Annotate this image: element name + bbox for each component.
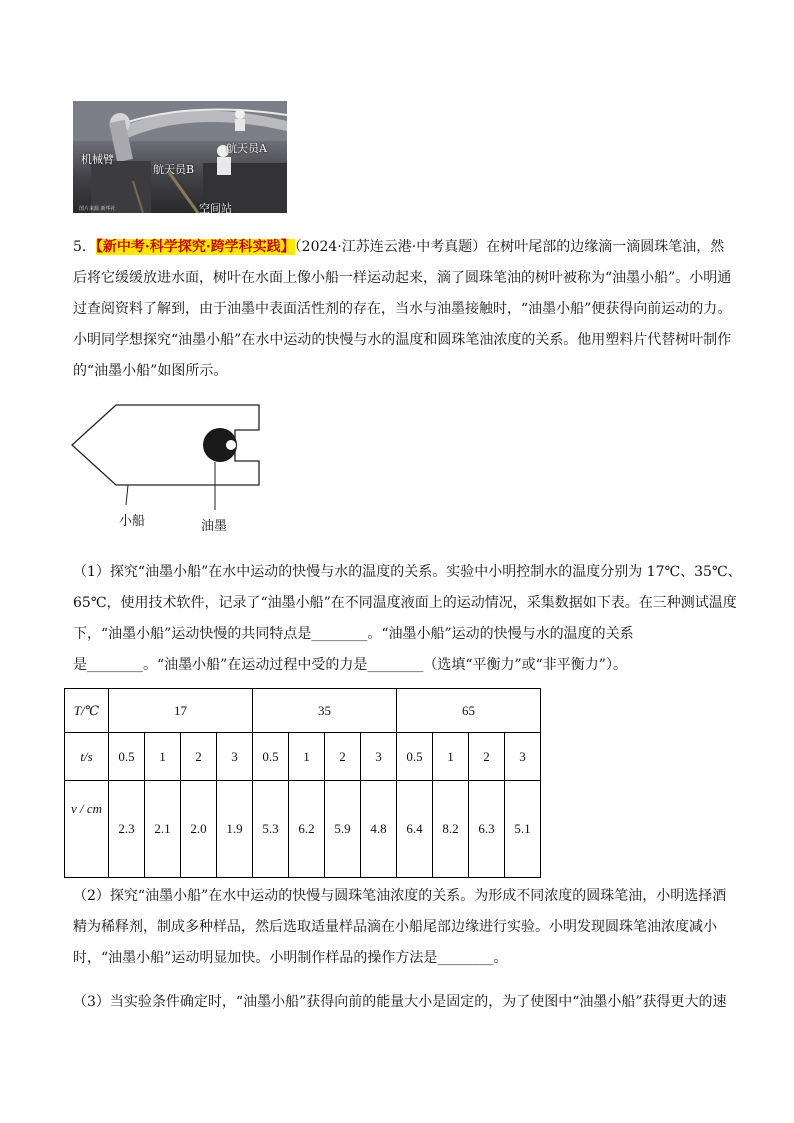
speed-cell: 6.2 (289, 781, 325, 878)
question-5-line-2: 后将它缓缓放进水面，树叶在水面上像小船一样运动起来，滴了圆珠笔油的树叶被称为“油墨小船”。小明通 (73, 270, 732, 286)
question-tag: 【新中考·科学探究·跨学科实践】 (95, 239, 295, 255)
table-row-temperature (65, 689, 541, 733)
temp-65: 65 (397, 689, 541, 733)
speed-cell: 4.8 (361, 781, 397, 878)
temp-17: 17 (109, 689, 253, 733)
time-cell: 0.5 (109, 733, 145, 781)
question-5-line-3: 过查阅资料了解到，由于油墨中表面活性剂的存在，当水与油墨接触时，“油墨小船”便获得向前运动的力。 (73, 301, 732, 317)
temp-35: 35 (253, 689, 397, 733)
photo-watermark: 图片来源 新华社 (79, 206, 116, 212)
time-cell: 3 (505, 733, 541, 781)
time-cell: 3 (361, 733, 397, 781)
space-station-photo (73, 101, 287, 213)
question-5-line-5: 的“油墨小船”如图所示。 (73, 363, 228, 379)
question-number: 5． (73, 239, 96, 255)
ink-label: 油墨 (201, 519, 228, 534)
table-row-time (65, 733, 541, 781)
speed-cell: 5.3 (253, 781, 289, 878)
question-5-line-1 (73, 237, 724, 257)
time-cell: 0.5 (397, 733, 433, 781)
part2-line-1: （2）探究“油墨小船”在水中运动的快慢与圆珠笔油浓度的关系。为形成不同浓度的圆珠笔油，小明选择酒 (73, 888, 727, 904)
time-cell: 1 (145, 733, 181, 781)
ink-boat-diagram (68, 398, 268, 538)
part1-line-3: 下，“油墨小船”运动快慢的共同特点是________。“油墨小船”运动的快慢与水的温度的关系 (73, 626, 634, 642)
header-temperature: T/℃ (65, 689, 109, 733)
time-cell: 1 (433, 733, 469, 781)
question-text: （2024·江苏连云港·中考真题）在树叶尾部的边缘滴一滴圆珠笔油，然 (294, 239, 725, 255)
label-robotic-arm: 机械臂 (81, 153, 114, 166)
speed-cell: 2.0 (181, 781, 217, 878)
question-5-line-4: 小明同学想探究“油墨小船”在水中运动的快慢与水的温度和圆珠笔油浓度的关系。他用塑料片代替树叶制作 (73, 332, 732, 348)
time-cell: 2 (325, 733, 361, 781)
boat-label: 小船 (119, 514, 146, 529)
part1-line-1: （1）探究“油墨小船”在水中运动的快慢与水的温度的关系。实验中小明控制水的温度分别为 17℃、35℃、 (73, 564, 742, 580)
header-time: t/s (65, 733, 109, 781)
speed-cell: 5.1 (505, 781, 541, 878)
table-row-speed (65, 781, 541, 878)
header-speed: v / cm (65, 781, 109, 878)
label-astronaut-a: 航天员A (226, 142, 267, 155)
part3-line-1: （3）当实验条件确定时，“油墨小船”获得向前的能量大小是固定的，为了使图中“油墨小船”获得更大的速 (73, 994, 727, 1010)
label-astronaut-b: 航天员B (153, 163, 195, 176)
speed-cell: 2.3 (109, 781, 145, 878)
speed-cell: 6.3 (469, 781, 505, 878)
time-cell: 0.5 (253, 733, 289, 781)
time-cell: 3 (217, 733, 253, 781)
time-cell: 2 (181, 733, 217, 781)
speed-cell: 5.9 (325, 781, 361, 878)
part1-line-4: 是________。“油墨小船”在运动过程中受的力是________（选填“平衡力”或“非平衡力”）。 (73, 657, 627, 673)
part2-line-2: 精为稀释剂，制成多种样品，然后选取适量样品滴在小船尾部边缘进行实验。小明发现圆珠笔油浓度减小 (73, 919, 717, 935)
data-table (64, 688, 541, 878)
label-space-station: 空间站 (199, 202, 232, 213)
speed-cell: 2.1 (145, 781, 181, 878)
time-cell: 2 (469, 733, 505, 781)
part1-line-2: 65℃，使用技术软件，记录了“油墨小船”在不同温度液面上的运动情况，采集数据如下表。在三种测试温度 (73, 595, 737, 611)
speed-cell: 1.9 (217, 781, 253, 878)
part2-line-3: 时，“油墨小船”运动明显加快。小明制作样品的操作方法是________。 (73, 950, 508, 966)
speed-cell: 6.4 (397, 781, 433, 878)
time-cell: 1 (289, 733, 325, 781)
speed-cell: 8.2 (433, 781, 469, 878)
